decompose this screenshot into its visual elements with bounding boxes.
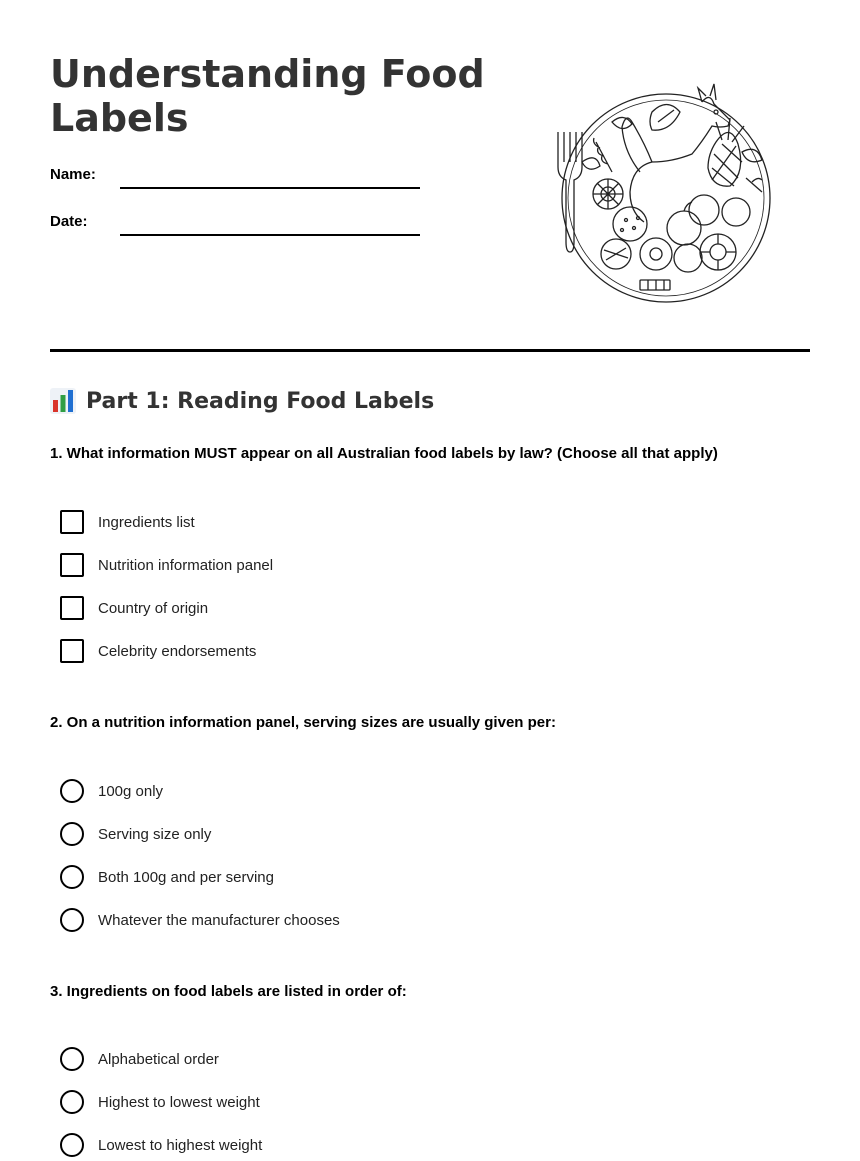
- q3-option-alphabetical[interactable]: [60, 1047, 219, 1071]
- radio-button[interactable]: [60, 908, 84, 932]
- radio-button[interactable]: [60, 822, 84, 846]
- q1-option-celebrity-endorsements[interactable]: [60, 639, 256, 663]
- question-2: 2. On a nutrition information panel, serving sizes are usually given per:: [50, 714, 556, 731]
- radio-button[interactable]: [60, 779, 84, 803]
- radio-button[interactable]: [60, 1090, 84, 1114]
- option-label: 100g only: [98, 782, 164, 800]
- checkbox[interactable]: [60, 596, 84, 620]
- q2-option-manufacturer[interactable]: [60, 908, 340, 932]
- section-divider: [50, 349, 810, 352]
- option-label: Alphabetical order: [98, 1050, 219, 1068]
- option-label: Country of origin: [98, 599, 209, 617]
- option-label: Lowest to highest weight: [98, 1136, 263, 1154]
- kangaroo-food-plate-illustration: [552, 82, 777, 307]
- q2-option-100g-only[interactable]: [60, 779, 163, 803]
- radio-button[interactable]: [60, 865, 84, 889]
- name-field[interactable]: [120, 187, 420, 189]
- radio-button[interactable]: [60, 1133, 84, 1157]
- q3-option-lowest-to-highest[interactable]: [60, 1133, 262, 1157]
- part-1-heading-text: Part 1: Reading Food Labels: [86, 388, 435, 414]
- q2-option-serving-size-only[interactable]: [60, 822, 211, 846]
- checkbox[interactable]: [60, 553, 84, 577]
- radio-button[interactable]: [60, 1047, 84, 1071]
- bar-chart-icon: [50, 388, 76, 414]
- date-field[interactable]: [120, 234, 420, 236]
- date-label: Date:: [50, 213, 88, 230]
- q1-option-nutrition-panel[interactable]: [60, 553, 273, 577]
- page-title: Understanding Food Labels: [50, 52, 485, 140]
- option-label: Highest to lowest weight: [98, 1093, 260, 1111]
- option-label: Both 100g and per serving: [98, 868, 274, 886]
- name-label: Name:: [50, 166, 96, 183]
- checkbox[interactable]: [60, 510, 84, 534]
- q3-option-highest-to-lowest[interactable]: [60, 1090, 260, 1114]
- q2-option-both[interactable]: [60, 865, 274, 889]
- question-3: 3. Ingredients on food labels are listed in order of:: [50, 983, 407, 1000]
- checkbox[interactable]: [60, 639, 84, 663]
- q1-option-ingredients-list[interactable]: [60, 510, 195, 534]
- q1-option-country-of-origin[interactable]: [60, 596, 208, 620]
- option-label: Celebrity endorsements: [98, 642, 257, 660]
- option-label: Serving size only: [98, 825, 212, 843]
- option-label: Ingredients list: [98, 513, 195, 531]
- part-1-heading: [50, 388, 434, 414]
- question-1: 1. What information MUST appear on all Australian food labels by law? (Choose all that apply): [50, 445, 718, 462]
- option-label: Whatever the manufacturer chooses: [98, 911, 340, 929]
- option-label: Nutrition information panel: [98, 556, 274, 574]
